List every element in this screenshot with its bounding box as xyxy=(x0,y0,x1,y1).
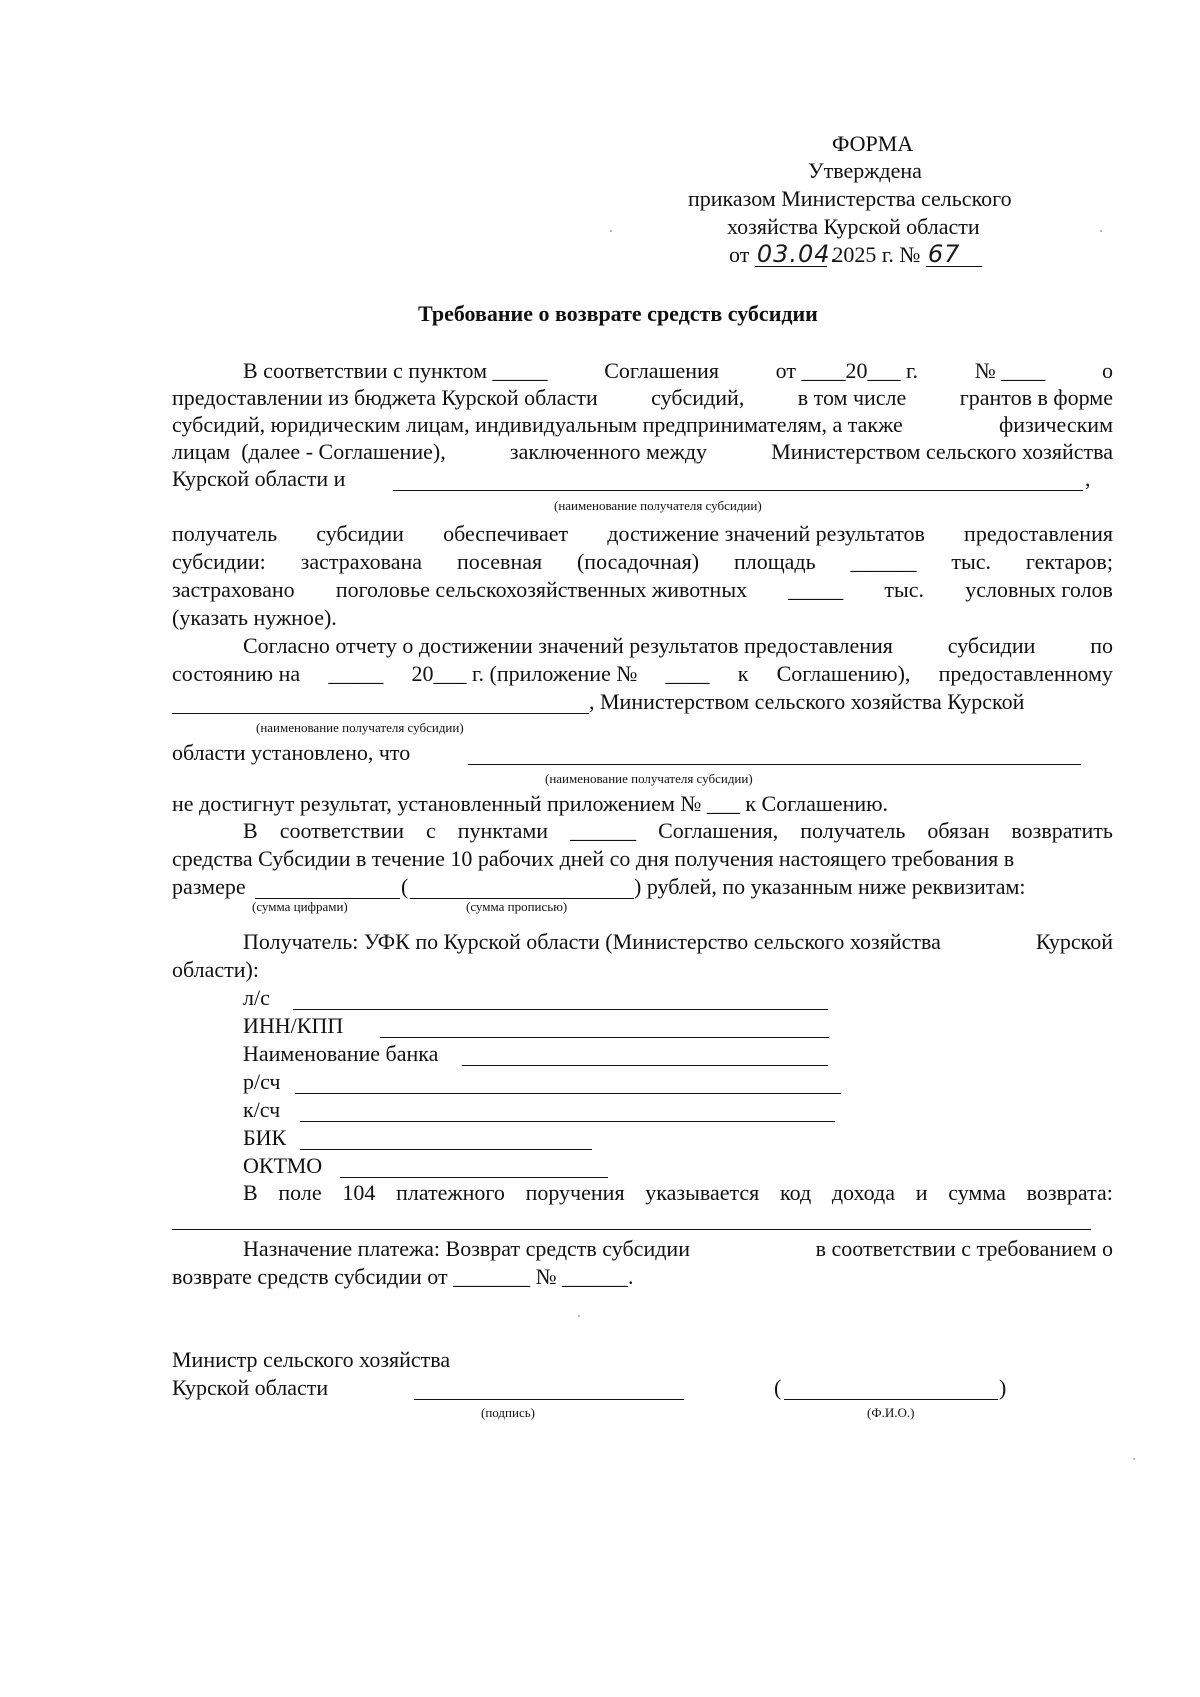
caption-sum-digits: (сумма цифрами) xyxy=(252,899,348,914)
para1-line-4: лицам (далее - Соглашение), заключенного между Министерством сельского хозяйства xyxy=(172,439,1113,464)
recipient-name-blank-1 xyxy=(393,490,1083,491)
handwritten-date: 03.04. xyxy=(756,240,840,268)
para3-line-3-c: ) рублей, по указанным ниже реквизитам: xyxy=(634,874,1026,899)
caption-sum-words: (сумма прописью) xyxy=(466,899,568,914)
para3-line-2: средства Субсидии в течение 10 рабочих дней со дня получения настоящего требования в xyxy=(172,846,1015,871)
field-rs-label: р/сч xyxy=(243,1069,281,1094)
handwritten-number: 67 xyxy=(926,242,982,267)
field-ls-blank xyxy=(293,1009,828,1010)
field-bik-blank xyxy=(300,1149,592,1150)
caption-recipient-2: (наименование получателя субсидии) xyxy=(256,720,464,735)
scan-speck xyxy=(1133,1458,1135,1460)
para2-line-4: области установлено, что xyxy=(172,740,411,765)
para1-line-5-comma: , xyxy=(1085,466,1091,491)
field-ls-label: л/с xyxy=(243,985,270,1010)
para1-line-5: Курской области и xyxy=(172,466,346,491)
field-ks-label: к/сч xyxy=(243,1097,281,1122)
para2-line-5: не достигнут результат, установленный приложением № ___ к Соглашению. xyxy=(172,791,889,816)
order-line-1: приказом Министерства сельского xyxy=(688,186,1012,211)
field-104-line: В поле 104 платежного поручения указывается код дохода и сумма возврата: xyxy=(243,1180,1113,1205)
para1-line-1: В соответствии с пунктом _____ Соглашения от ____20___ г. № ____ о xyxy=(243,358,1113,383)
signature-title-1: Министр сельского хозяйства xyxy=(172,1347,451,1372)
caption-recipient-1: (наименование получателя субсидии) xyxy=(554,498,762,513)
purpose-line-1: Назначение платежа: Возврат средств субсидии в соответствии с требованием о xyxy=(243,1236,1113,1261)
purpose-line-2: возврате средств субсидии от _______ № ______. xyxy=(172,1264,634,1289)
approved-label: Утверждена xyxy=(808,158,922,183)
order-line-2: хозяйства Курской области xyxy=(727,214,980,239)
recipient-name-blank-3 xyxy=(468,764,1081,765)
document-title: Требование о возврате средств субсидии xyxy=(418,301,818,326)
scan-speck xyxy=(610,230,612,232)
field-bank-name-label: Наименование банка xyxy=(243,1041,439,1066)
caption-recipient-3: (наименование получателя субсидии) xyxy=(545,771,753,786)
field-ks-blank xyxy=(300,1121,835,1122)
signature-blank xyxy=(414,1399,684,1400)
fio-paren-open: ( xyxy=(774,1375,782,1400)
field-inn-kpp-label: ИНН/КПП xyxy=(243,1013,344,1038)
field-bik-label: БИК xyxy=(243,1125,287,1150)
para1-line-8: застраховано поголовье сельскохозяйственных животных _____ тыс. условных голов xyxy=(172,577,1113,602)
caption-signature: (подпись) xyxy=(481,1405,535,1420)
para1-line-7: субсидии: застрахована посевная (посадочная) площадь ______ тыс. гектаров; xyxy=(172,549,1113,574)
field-bank-name-blank xyxy=(462,1065,828,1066)
fio-paren-close: ) xyxy=(999,1375,1007,1400)
recipient-line-1: Получатель: УФК по Курской области (Министерство сельского хозяйства Курской xyxy=(243,929,1113,954)
para1-line-6: получатель субсидии обеспечивает достижение значений результатов предоставления xyxy=(172,521,1113,546)
field-oktmo-blank xyxy=(340,1177,608,1178)
field-rs-blank xyxy=(295,1093,841,1094)
para1-line-3: субсидий, юридическим лицам, индивидуальным предпринимателям, а также физическим xyxy=(172,412,1113,437)
para3-line-1: В соответствии с пунктами ______ Соглашения, получатель обязан возвратить xyxy=(243,818,1113,843)
para2-line-1: Согласно отчету о достижении значений результатов предоставления субсидии по xyxy=(243,633,1113,658)
field-oktmo-label: ОКТМО xyxy=(243,1153,323,1178)
para2-line-2: состоянию на _____ 20___ г. (приложение № ____ к Соглашению), предоставленному xyxy=(172,661,1113,686)
para3-line-3-b: ( xyxy=(401,874,409,899)
form-label: ФОРМА xyxy=(832,131,914,156)
para1-line-2: предоставлении из бюджета Курской области субсидий, в том числе грантов в форме xyxy=(172,385,1113,410)
para3-line-3-a: размере xyxy=(172,874,246,899)
field-inn-kpp-blank xyxy=(380,1037,829,1038)
para1-line-9: (указать нужное). xyxy=(172,605,337,630)
order-date-line xyxy=(729,242,982,268)
date-prefix: от xyxy=(729,242,750,267)
caption-fio: (Ф.И.О.) xyxy=(867,1405,915,1420)
date-year: 2025 г. № xyxy=(832,242,921,267)
recipient-name-blank-2 xyxy=(172,713,589,714)
field-104-blank xyxy=(172,1229,1091,1230)
signature-title-2: Курской области xyxy=(172,1375,329,1400)
recipient-line-2: области): xyxy=(172,957,259,982)
scan-speck xyxy=(1100,230,1102,232)
fio-blank xyxy=(784,1399,998,1400)
scan-speck xyxy=(578,1315,580,1317)
para2-line-3: , Министерством сельского хозяйства Курской xyxy=(589,689,1025,714)
